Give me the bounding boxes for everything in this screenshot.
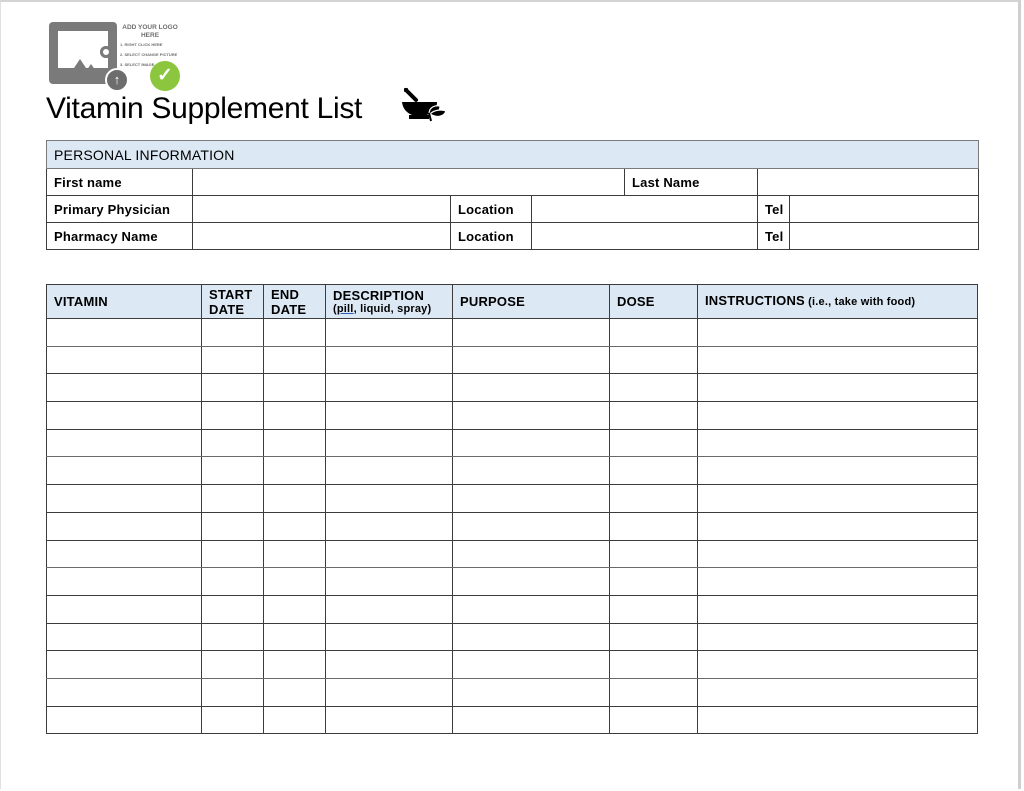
- vitamin-cell[interactable]: [47, 706, 202, 734]
- instructions-cell[interactable]: [698, 651, 978, 679]
- start-date-cell[interactable]: [202, 374, 264, 402]
- col-description-sub: [333, 303, 452, 315]
- vitamin-cell[interactable]: [47, 678, 202, 706]
- vitamin-cell[interactable]: [47, 374, 202, 402]
- description-cell[interactable]: [326, 485, 453, 513]
- dose-cell[interactable]: [610, 595, 698, 623]
- logo-placeholder[interactable]: [47, 21, 187, 91]
- physician-location-field[interactable]: [532, 196, 758, 223]
- sub-rest: , liquid, spray): [353, 303, 432, 315]
- description-cell[interactable]: [326, 595, 453, 623]
- table-row: [47, 485, 978, 513]
- col-end-date: [264, 285, 326, 319]
- last-name-label: Last Name: [625, 169, 758, 196]
- end-date-cell[interactable]: [264, 651, 326, 679]
- col-start-label2: DATE: [209, 301, 245, 317]
- col-instructions-label: INSTRUCTIONS: [705, 293, 805, 308]
- first-name-label: First name: [47, 169, 193, 196]
- instructions-cell[interactable]: [698, 678, 978, 706]
- primary-physician-field[interactable]: [193, 196, 451, 223]
- primary-physician-row: [47, 196, 979, 223]
- end-date-cell[interactable]: [264, 595, 326, 623]
- vitamin-cell[interactable]: [47, 540, 202, 568]
- dose-cell[interactable]: [610, 651, 698, 679]
- purpose-cell[interactable]: [453, 429, 610, 457]
- col-start-date: [202, 285, 264, 319]
- pharmacy-row: [47, 223, 979, 250]
- first-name-row: [47, 169, 979, 196]
- start-date-cell[interactable]: [202, 540, 264, 568]
- instructions-cell[interactable]: [698, 319, 978, 347]
- vitamin-cell[interactable]: [47, 623, 202, 651]
- start-date-cell[interactable]: [202, 512, 264, 540]
- col-vitamin: [47, 285, 202, 319]
- description-cell[interactable]: [326, 402, 453, 430]
- purpose-cell[interactable]: [453, 678, 610, 706]
- dose-cell[interactable]: [610, 457, 698, 485]
- checkmark-icon: ✓: [150, 61, 180, 91]
- table-row: [47, 319, 978, 347]
- purpose-cell[interactable]: [453, 374, 610, 402]
- table-row: [47, 595, 978, 623]
- purpose-cell[interactable]: [453, 595, 610, 623]
- dose-cell[interactable]: [610, 402, 698, 430]
- table-row: [47, 512, 978, 540]
- dose-cell[interactable]: [610, 540, 698, 568]
- table-row: [47, 429, 978, 457]
- col-description: [326, 285, 453, 319]
- vitamin-cell[interactable]: [47, 595, 202, 623]
- table-row: [47, 568, 978, 596]
- logo-title: ADD YOUR LOGO HERE: [122, 24, 178, 39]
- instructions-cell[interactable]: [698, 485, 978, 513]
- start-date-cell[interactable]: [202, 568, 264, 596]
- sub-open: (: [333, 303, 337, 315]
- dose-cell[interactable]: [610, 374, 698, 402]
- physician-location-label: Location: [451, 196, 532, 223]
- table-row: [47, 374, 978, 402]
- purpose-cell[interactable]: [453, 540, 610, 568]
- description-cell[interactable]: [326, 706, 453, 734]
- end-date-cell[interactable]: [264, 706, 326, 734]
- start-date-cell[interactable]: [202, 346, 264, 374]
- table-row: [47, 457, 978, 485]
- end-date-cell[interactable]: [264, 678, 326, 706]
- purpose-cell[interactable]: [453, 346, 610, 374]
- vitamin-table-header: [47, 285, 978, 319]
- col-instructions-sub: (i.e., take with food): [804, 296, 916, 308]
- table-row: [47, 651, 978, 679]
- vitamin-table-body: [47, 319, 978, 734]
- pharmacy-location-label: Location: [451, 223, 532, 250]
- start-date-cell[interactable]: [202, 595, 264, 623]
- end-date-cell[interactable]: [264, 429, 326, 457]
- instructions-cell[interactable]: [698, 457, 978, 485]
- instructions-cell[interactable]: [698, 346, 978, 374]
- col-end-label2: DATE: [271, 301, 307, 317]
- col-instructions: [698, 285, 978, 319]
- dose-cell[interactable]: [610, 512, 698, 540]
- vitamin-table: [46, 284, 978, 734]
- vitamin-cell[interactable]: [47, 402, 202, 430]
- start-date-cell[interactable]: [202, 485, 264, 513]
- dose-cell[interactable]: [610, 623, 698, 651]
- end-date-cell[interactable]: [264, 485, 326, 513]
- start-date-cell[interactable]: [202, 429, 264, 457]
- page-title: Vitamin Supplement List: [46, 92, 363, 125]
- table-row: [47, 706, 978, 734]
- col-purpose: [453, 285, 610, 319]
- purpose-cell[interactable]: [453, 623, 610, 651]
- instructions-cell[interactable]: [698, 512, 978, 540]
- vitamin-cell[interactable]: [47, 429, 202, 457]
- personal-information-table: [46, 140, 978, 250]
- upload-icon: ↑: [105, 68, 129, 92]
- end-date-cell[interactable]: [264, 540, 326, 568]
- instructions-cell[interactable]: [698, 568, 978, 596]
- start-date-cell[interactable]: [202, 319, 264, 347]
- description-cell[interactable]: [326, 678, 453, 706]
- start-date-cell[interactable]: [202, 623, 264, 651]
- col-vitamin-label: VITAMIN: [54, 294, 108, 309]
- description-cell[interactable]: [326, 568, 453, 596]
- instructions-cell[interactable]: [698, 402, 978, 430]
- end-date-cell[interactable]: [264, 457, 326, 485]
- start-date-cell[interactable]: [202, 402, 264, 430]
- personal-information-header: PERSONAL INFORMATION: [47, 141, 979, 169]
- vitamin-cell[interactable]: [47, 319, 202, 347]
- vitamin-cell[interactable]: [47, 512, 202, 540]
- col-dose-label: DOSE: [617, 294, 655, 309]
- description-cell[interactable]: [326, 457, 453, 485]
- sub-underlined: pill: [336, 303, 354, 315]
- end-date-cell[interactable]: [264, 402, 326, 430]
- purpose-cell[interactable]: [453, 402, 610, 430]
- description-cell[interactable]: [326, 512, 453, 540]
- dose-cell[interactable]: [610, 706, 698, 734]
- table-row: [47, 678, 978, 706]
- col-start-label: START: [209, 286, 253, 302]
- instructions-cell[interactable]: [698, 623, 978, 651]
- logo-step-2: 2. SELECT CHANGE PICTURE: [120, 52, 178, 57]
- purpose-cell[interactable]: [453, 512, 610, 540]
- pharmacy-name-label: Pharmacy Name: [47, 223, 193, 250]
- start-date-cell[interactable]: [202, 651, 264, 679]
- vitamin-cell[interactable]: [47, 346, 202, 374]
- purpose-cell[interactable]: [453, 651, 610, 679]
- col-dose: [610, 285, 698, 319]
- first-name-field[interactable]: [193, 169, 625, 196]
- pharmacy-name-field[interactable]: [193, 223, 451, 250]
- col-purpose-label: PURPOSE: [460, 294, 525, 309]
- purpose-cell[interactable]: [453, 706, 610, 734]
- pharmacy-tel-field[interactable]: [790, 223, 979, 250]
- instructions-cell[interactable]: [698, 595, 978, 623]
- pharmacy-location-field[interactable]: [532, 223, 758, 250]
- dose-cell[interactable]: [610, 319, 698, 347]
- table-row: [47, 540, 978, 568]
- physician-tel-label: Tel: [758, 196, 790, 223]
- dose-cell[interactable]: [610, 429, 698, 457]
- end-date-cell[interactable]: [264, 374, 326, 402]
- start-date-cell[interactable]: [202, 706, 264, 734]
- dose-cell[interactable]: [610, 485, 698, 513]
- dose-cell[interactable]: [610, 568, 698, 596]
- table-row: [47, 402, 978, 430]
- instructions-cell[interactable]: [698, 540, 978, 568]
- description-cell[interactable]: [326, 651, 453, 679]
- logo-step-1: 1. RIGHT CLICK HERE: [120, 42, 163, 47]
- table-row: [47, 346, 978, 374]
- table-row: [47, 623, 978, 651]
- logo-step-3: 3. SELECT IMAGE: [120, 62, 155, 67]
- physician-tel-field[interactable]: [790, 196, 979, 223]
- pharmacy-tel-label: Tel: [758, 223, 790, 250]
- dose-cell[interactable]: [610, 678, 698, 706]
- end-date-cell[interactable]: [264, 568, 326, 596]
- col-description-label: DESCRIPTION: [333, 288, 425, 303]
- mortar-pestle-herb-icon: [401, 86, 447, 122]
- description-cell[interactable]: [326, 429, 453, 457]
- description-cell[interactable]: [326, 540, 453, 568]
- start-date-cell[interactable]: [202, 457, 264, 485]
- description-cell[interactable]: [326, 623, 453, 651]
- vitamin-cell[interactable]: [47, 485, 202, 513]
- vitamin-cell[interactable]: [47, 457, 202, 485]
- description-cell[interactable]: [326, 346, 453, 374]
- dose-cell[interactable]: [610, 346, 698, 374]
- last-name-field[interactable]: [758, 169, 979, 196]
- vitamin-cell[interactable]: [47, 651, 202, 679]
- description-cell[interactable]: [326, 319, 453, 347]
- end-date-cell[interactable]: [264, 319, 326, 347]
- purpose-cell[interactable]: [453, 319, 610, 347]
- end-date-cell[interactable]: [264, 512, 326, 540]
- instructions-cell[interactable]: [698, 374, 978, 402]
- instructions-cell[interactable]: [698, 429, 978, 457]
- purpose-cell[interactable]: [453, 568, 610, 596]
- purpose-cell[interactable]: [453, 485, 610, 513]
- instructions-cell[interactable]: [698, 706, 978, 734]
- description-cell[interactable]: [326, 374, 453, 402]
- purpose-cell[interactable]: [453, 457, 610, 485]
- primary-physician-label: Primary Physician: [47, 196, 193, 223]
- end-date-cell[interactable]: [264, 346, 326, 374]
- start-date-cell[interactable]: [202, 678, 264, 706]
- vitamin-cell[interactable]: [47, 568, 202, 596]
- col-end-label: END: [271, 286, 300, 302]
- end-date-cell[interactable]: [264, 623, 326, 651]
